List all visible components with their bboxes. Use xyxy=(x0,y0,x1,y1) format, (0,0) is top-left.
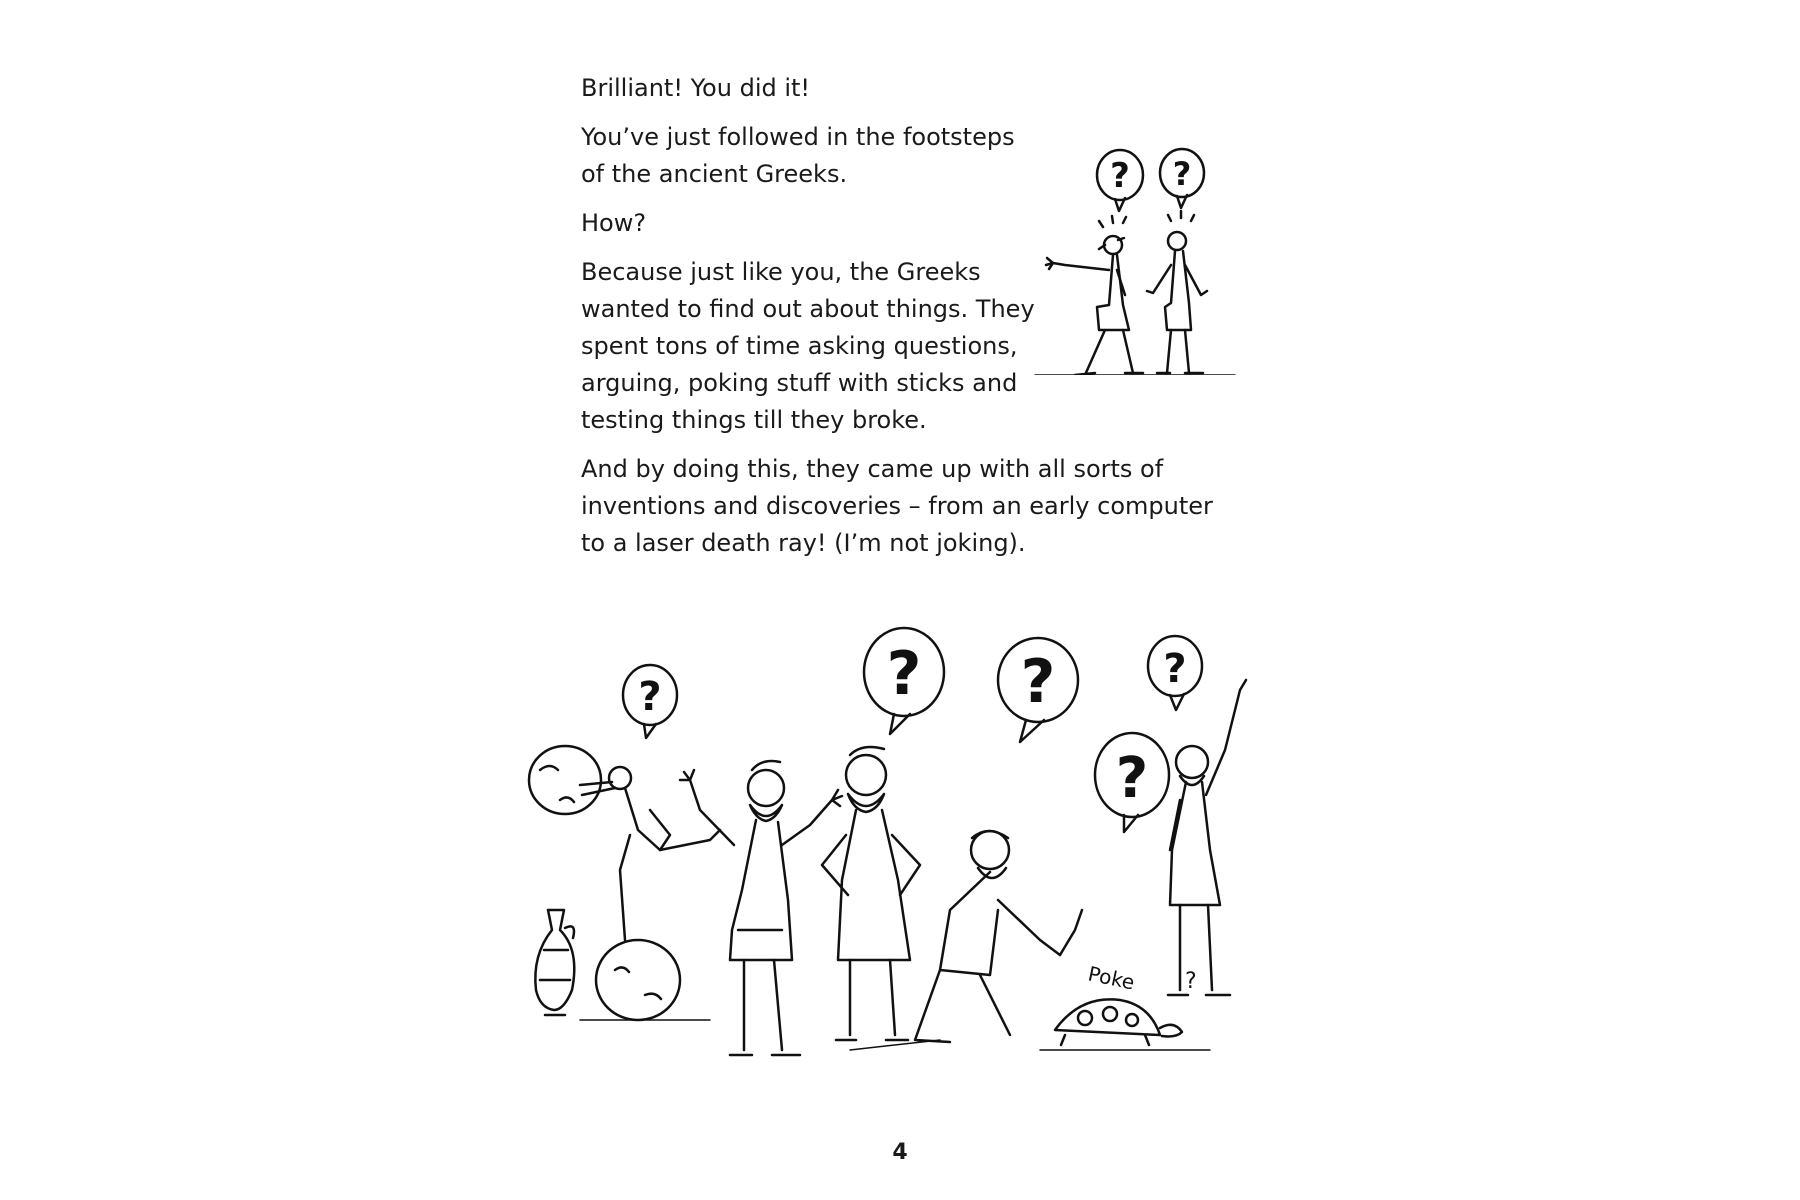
paragraph-2: You’ve just followed in the footsteps of the ancient Greeks. xyxy=(581,123,1015,188)
question-mark: ? xyxy=(886,639,922,709)
paragraph-3: How? xyxy=(581,209,647,237)
question-mark: ? xyxy=(1115,746,1149,811)
question-mark: ? xyxy=(1110,156,1130,196)
tortoise-question-mark: ? xyxy=(1185,969,1197,994)
page-number: 4 xyxy=(892,1140,908,1165)
speech-bubbles xyxy=(623,628,1202,832)
question-mark: ? xyxy=(1172,155,1192,193)
paragraph-4: Because just like you, the Greeks wanted to find out about things. They spent tons of time asking questions, arguing, poking stuff with sticks and testing things till they broke. xyxy=(581,258,1035,434)
poke-label: Poke xyxy=(1085,961,1137,995)
question-mark: ? xyxy=(1163,646,1187,692)
question-mark: ? xyxy=(1020,647,1056,717)
question-mark: ? xyxy=(638,674,662,720)
two-puzzled-greeks-illustration xyxy=(1025,135,1240,375)
greek-thinkers-illustration xyxy=(520,610,1270,1080)
greek-vase xyxy=(535,910,574,1015)
paragraph-1: Brilliant! You did it! xyxy=(581,74,811,102)
paragraph-5: And by doing this, they came up with all sorts of inventions and discoveries – from an early computer to a laser death ray! (I’m not joking). xyxy=(581,455,1213,557)
pointing-upward-greek-figure xyxy=(1168,680,1246,995)
shrugging-greek-figure xyxy=(680,761,842,1055)
tortoise-poking-figure xyxy=(850,831,1210,1050)
